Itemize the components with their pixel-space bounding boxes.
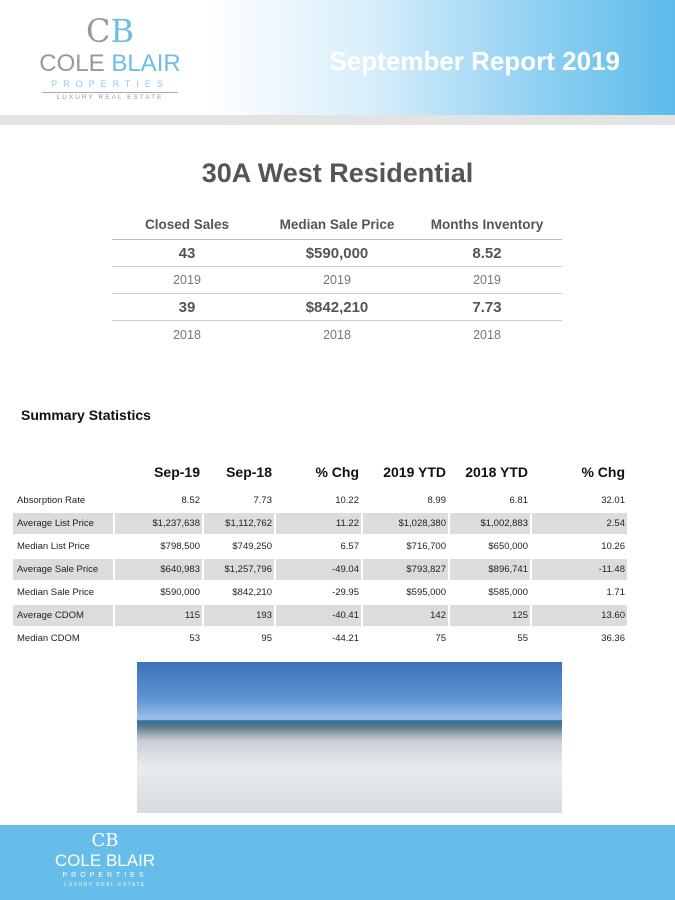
table-row — [13, 581, 633, 604]
table-row — [13, 604, 633, 627]
header-divider — [0, 115, 675, 125]
stat-year: 2019 — [473, 273, 501, 287]
row-label: Average CDOM — [13, 605, 113, 626]
table-cell: -40.41 — [276, 605, 361, 626]
row-label: Average Sale Price — [13, 559, 113, 580]
table-cell: 115 — [115, 605, 202, 626]
stat-value: 43 — [178, 244, 196, 262]
beach-dunes-photo — [137, 662, 562, 813]
footer-band — [0, 825, 675, 900]
stat-year: 2018 — [473, 327, 501, 342]
stat-value: 7.73 — [472, 298, 502, 316]
row-label: Average List Price — [13, 513, 113, 534]
table-cell: 2018 YTD — [465, 464, 528, 480]
table-cell: 10.26 — [601, 541, 625, 552]
stat-value: 39 — [178, 298, 196, 316]
stat-value: $842,210 — [305, 298, 369, 316]
row-label: Absorption Rate — [17, 495, 86, 506]
table-cell: Sep-19 — [154, 464, 200, 480]
header-months-inventory: Months Inventory — [430, 217, 544, 232]
summary-table — [13, 455, 633, 650]
table-cell: % Chg — [315, 464, 359, 480]
table-cell: 11.22 — [276, 513, 361, 534]
row-label — [13, 457, 113, 487]
table-cell: $896,741 — [450, 559, 530, 580]
table-cell: $749,250 — [232, 541, 272, 552]
table-cell: $650,000 — [488, 541, 528, 552]
stat-year: 2018 — [173, 327, 201, 342]
stat-year: 2019 — [173, 273, 201, 287]
table-cell: 36.36 — [601, 633, 625, 644]
logo-sub: PROPERTIES — [51, 79, 169, 89]
logo-tagline: LUXURY REAL ESTATE — [64, 882, 146, 888]
table-cell: $1,002,883 — [450, 513, 530, 534]
table-cell: % Chg — [581, 464, 625, 480]
table-cell: 10.22 — [335, 495, 359, 506]
table-cell: -11.48 — [532, 559, 627, 580]
company-logo — [30, 12, 190, 102]
stat-year: 2018 — [323, 327, 351, 342]
logo-name-2: BLAIR — [111, 50, 181, 77]
table-cell: $640,983 — [115, 559, 202, 580]
table-cell: $590,000 — [160, 587, 200, 598]
table-cell: $1,237,638 — [115, 513, 202, 534]
table-cell: 193 — [204, 605, 274, 626]
logo-monogram: CB — [91, 830, 119, 851]
table-row — [13, 489, 633, 512]
table-cell: 53 — [189, 633, 200, 644]
table-cell: 125 — [450, 605, 530, 626]
table-cell: $798,500 — [160, 541, 200, 552]
table-cell: 2.54 — [532, 513, 627, 534]
table-cell: 8.52 — [181, 495, 200, 506]
row-label: Median List Price — [17, 541, 90, 552]
table-cell: 55 — [517, 633, 528, 644]
table-cell: $1,112,762 — [204, 513, 274, 534]
table-row — [13, 558, 633, 581]
table-cell: -44.21 — [332, 633, 359, 644]
table-cell: 75 — [435, 633, 446, 644]
table-cell: $1,028,380 — [363, 513, 448, 534]
stat-value: 8.52 — [472, 244, 502, 262]
table-cell: $585,000 — [488, 587, 528, 598]
table-cell: 6.81 — [509, 495, 528, 506]
logo-name-1: COLE — [54, 851, 102, 870]
table-cell: 142 — [363, 605, 448, 626]
logo-name-2: BLAIR — [105, 851, 156, 870]
table-header-row — [13, 455, 633, 489]
table-cell: 6.57 — [340, 541, 359, 552]
table-cell: 8.99 — [427, 495, 446, 506]
row-label: Median Sale Price — [17, 587, 95, 598]
table-cell: -49.04 — [276, 559, 361, 580]
table-cell: 32.01 — [601, 495, 625, 506]
table-row — [13, 535, 633, 558]
table-cell: Sep-18 — [226, 464, 272, 480]
logo-name-1: COLE — [39, 50, 105, 77]
table-cell: $1,257,796 — [204, 559, 274, 580]
table-cell: -29.95 — [332, 587, 359, 598]
logo-sub: PROPERTIES — [62, 872, 148, 879]
table-cell: 95 — [261, 633, 272, 644]
stat-year: 2019 — [323, 273, 351, 287]
table-cell: 1.71 — [606, 587, 625, 598]
report-title: September Report 2019 — [329, 46, 620, 76]
stat-value: $590,000 — [305, 244, 369, 262]
key-stats-table — [112, 210, 562, 348]
header-closed-sales: Closed Sales — [144, 217, 230, 232]
summary-title: Summary Statistics — [21, 407, 151, 423]
table-cell: $842,210 — [232, 587, 272, 598]
table-row — [13, 512, 633, 535]
footer-logo — [40, 830, 170, 889]
header-median-sale-price: Median Sale Price — [279, 217, 395, 232]
table-cell: 13.60 — [532, 605, 627, 626]
table-row — [13, 627, 633, 650]
table-cell: $716,700 — [406, 541, 446, 552]
table-cell: $793,827 — [363, 559, 448, 580]
logo-monogram: CB — [86, 12, 134, 50]
page-title: 30A West Residential — [201, 158, 474, 188]
table-cell: $595,000 — [406, 587, 446, 598]
logo-tagline: LUXURY REAL ESTATE — [42, 92, 178, 102]
row-label: Median CDOM — [17, 633, 80, 644]
table-cell: 2019 YTD — [383, 464, 446, 480]
table-cell: 7.73 — [253, 495, 272, 506]
